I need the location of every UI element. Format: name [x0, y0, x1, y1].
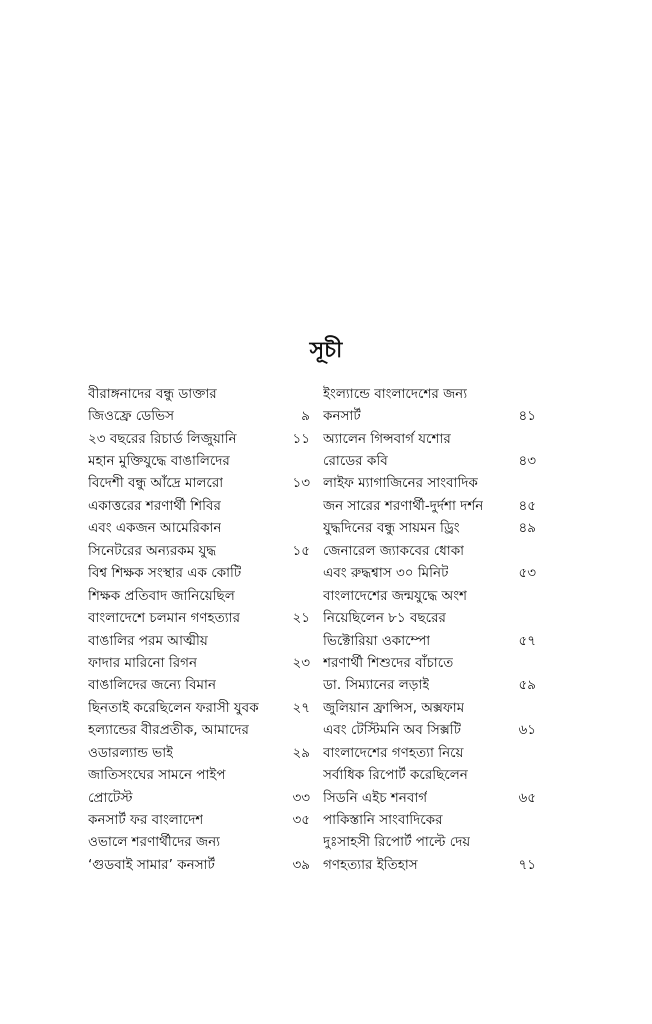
toc-entry-page-number: ৫৩ — [518, 565, 536, 582]
toc-entry — [88, 383, 310, 405]
toc-entry-title: জিওফ্রে ডেভিস — [88, 408, 175, 425]
toc-entry — [323, 540, 536, 562]
toc-entry — [323, 652, 536, 674]
toc-entry-page-number: ১৩ — [292, 475, 310, 492]
toc-entry — [88, 697, 310, 719]
toc-entry — [88, 720, 310, 742]
toc-entry — [323, 473, 536, 495]
toc-entry-page-number: ২১ — [292, 610, 310, 627]
toc-entry — [88, 742, 310, 764]
toc-entry-page-number: ১১ — [292, 430, 310, 447]
toc-entry-title: অ্যালেন গিন্সবার্গ যশোর — [323, 430, 451, 447]
toc-entry-page-number: ৩৫ — [292, 812, 310, 829]
toc-entry-title: বাঙালিদের জন্যে বিমান — [88, 677, 217, 694]
toc-entry — [88, 450, 310, 472]
toc-entry-title: হল্যান্ডের বীরপ্রতীক, আমাদের — [88, 722, 249, 739]
toc-entry — [88, 563, 310, 585]
toc-entry-title: মহান মুক্তিযুদ্ধে বাঙালিদের — [88, 453, 230, 470]
toc-entry — [323, 787, 536, 809]
toc-entry — [323, 383, 536, 405]
toc-entry-title: বাঙালির পরম আত্মীয় — [88, 632, 208, 649]
toc-entry-title: ওভালে শরণার্থীদের জন্য — [88, 834, 221, 851]
toc-entry-title: পাকিস্তানি সাংবাদিকের — [323, 812, 443, 829]
toc-entry-title: এবং রুদ্ধশ্বাস ৩০ মিনিট — [323, 565, 449, 582]
toc-entry — [323, 585, 536, 607]
toc-entry-title: ভিক্টোরিয়া ওকাম্পো — [323, 632, 431, 649]
toc-entry-page-number: ৩৩ — [292, 789, 310, 806]
toc-entry-page-number: ৭১ — [518, 856, 536, 873]
toc-entry — [88, 630, 310, 652]
toc-entry-page-number: ৫৭ — [518, 632, 536, 649]
toc-entry-page-number: ৪৫ — [518, 497, 536, 514]
toc-entry-title: সিনেটরের অন্যরকম যুদ্ধ — [88, 542, 217, 559]
toc-entry — [323, 428, 536, 450]
toc-entry-title: রোডের কবি — [323, 453, 388, 470]
toc-entry — [88, 675, 310, 697]
toc-entry — [88, 652, 310, 674]
toc-entry — [323, 495, 536, 517]
toc-entry-title: ইংল্যান্ডে বাংলাদেশের জন্য — [323, 385, 468, 402]
toc-entry-title: প্রোটেস্ট — [88, 789, 133, 806]
toc-left-column — [88, 383, 310, 877]
toc-entry — [323, 607, 536, 629]
toc-entry-title: একাত্তরের শরণার্থী শিবির — [88, 497, 221, 514]
toc-entry-title: শরণার্থী শিশুদের বাঁচাতে — [323, 654, 454, 671]
toc-entry — [88, 832, 310, 854]
toc-entry-title: ২৩ বছরের রিচার্ড লিজুয়ানি — [88, 430, 237, 447]
toc-entry — [323, 764, 536, 786]
toc-entry-page-number: ৬১ — [518, 722, 536, 739]
toc-entry-page-number: ৪১ — [518, 408, 536, 425]
toc-entry — [323, 450, 536, 472]
toc-entry-title: বাংলাদেশে চলমান গণহত্যার — [88, 610, 241, 627]
toc-entry-title: কনসার্ট ফর বাংলাদেশ — [88, 812, 204, 829]
toc-entry-page-number: ২৯ — [292, 744, 310, 761]
toc-entry — [88, 518, 310, 540]
toc-entry — [323, 630, 536, 652]
toc-entry-title: লাইফ ম্যাগাজিনের সাংবাদিক — [323, 475, 478, 492]
toc-entry-title: সর্বাধিক রিপোর্ট করেছিলেন — [323, 767, 468, 784]
toc-entry — [323, 854, 536, 876]
toc-entry-title: জন সারের শরণার্থী-দুর্দশা দর্শন — [323, 497, 484, 514]
toc-entry-title: বিদেশী বন্ধু আঁদ্রে মালরো — [88, 475, 224, 492]
toc-entry — [88, 764, 310, 786]
toc-entry — [323, 720, 536, 742]
toc-entry — [88, 540, 310, 562]
toc-entry — [323, 563, 536, 585]
toc-entry — [88, 854, 310, 876]
toc-entry — [88, 428, 310, 450]
toc-entry-title: কনসার্ট — [323, 408, 361, 425]
toc-entry-title: জুলিয়ান ফ্রান্সিস, অক্সফাম — [323, 699, 465, 716]
toc-entry-title: শিক্ষক প্রতিবাদ জানিয়েছিল — [88, 587, 235, 604]
toc-entry-page-number: ৯ — [301, 408, 310, 425]
toc-entry-title: নিয়েছিলেন ৮১ বছরের — [323, 610, 446, 627]
toc-entry-title: যুদ্ধদিনের বন্ধু সায়মন ড্রিং — [323, 520, 460, 537]
toc-entry-page-number: ৬৫ — [518, 789, 536, 806]
toc-entry-title: গণহত্যার ইতিহাস — [323, 856, 418, 873]
toc-entry-title: জেনারেল জ্যাকবের ধোকা — [323, 542, 465, 559]
toc-entry-page-number: ৪৩ — [518, 453, 536, 470]
toc-entry — [323, 742, 536, 764]
toc-entry-title: এবং টেস্টিমনি অব সিক্সটি — [323, 722, 461, 739]
toc-entry-page-number: ৩৯ — [292, 856, 310, 873]
toc-entry — [88, 809, 310, 831]
toc-entry — [88, 495, 310, 517]
toc-entry-title: জাতিসংঘের সামনে পাইপ — [88, 767, 226, 784]
toc-entry-title: ছিনতাই করেছিলেন ফরাসী যুবক — [88, 699, 259, 716]
toc-entry-title: ফাদার মারিনো রিগন — [88, 654, 198, 671]
toc-entry-title: বীরাঙ্গনাদের বন্ধু ডাক্তার — [88, 385, 217, 402]
toc-entry — [88, 405, 310, 427]
toc-right-column — [323, 383, 536, 877]
toc-entry-title: এবং একজন আমেরিকান — [88, 520, 222, 537]
toc-entry — [88, 607, 310, 629]
toc-entry — [88, 585, 310, 607]
toc-entry — [323, 518, 536, 540]
toc-entry-title: সিডনি এইচ শনবার্গ — [323, 789, 428, 806]
toc-entry-page-number: ৫৯ — [518, 677, 536, 694]
toc-entry — [323, 675, 536, 697]
toc-entry — [88, 473, 310, 495]
toc-entry-title: বাংলাদেশের গণহত্যা নিয়ে — [323, 744, 464, 761]
toc-entry — [323, 697, 536, 719]
toc-entry-page-number: ১৫ — [292, 542, 310, 559]
toc-entry-title: বিশ্ব শিক্ষক সংস্থার এক কোটি — [88, 565, 242, 582]
toc-entry-title: দুঃসাহসী রিপোর্ট পাল্টে দেয় — [323, 834, 471, 851]
toc-entry-page-number: ৪৯ — [518, 520, 536, 537]
toc-entry-title: ডা. সিম্যানের লড়াই — [323, 677, 430, 694]
toc-entry — [323, 405, 536, 427]
toc-entry — [323, 809, 536, 831]
toc-entry — [88, 787, 310, 809]
toc-entry — [323, 832, 536, 854]
toc-entry-page-number: ২৩ — [292, 654, 310, 671]
toc-entry-title: বাংলাদেশের জন্মযুদ্ধে অংশ — [323, 587, 468, 604]
page-title: সূচী — [309, 338, 343, 363]
toc-entry-page-number: ২৭ — [292, 699, 310, 716]
toc-entry-title: ‘গুডবাই সামার’ কনসার্ট — [88, 856, 215, 873]
toc-entry-title: ওডারল্যান্ড ভাই — [88, 744, 174, 761]
